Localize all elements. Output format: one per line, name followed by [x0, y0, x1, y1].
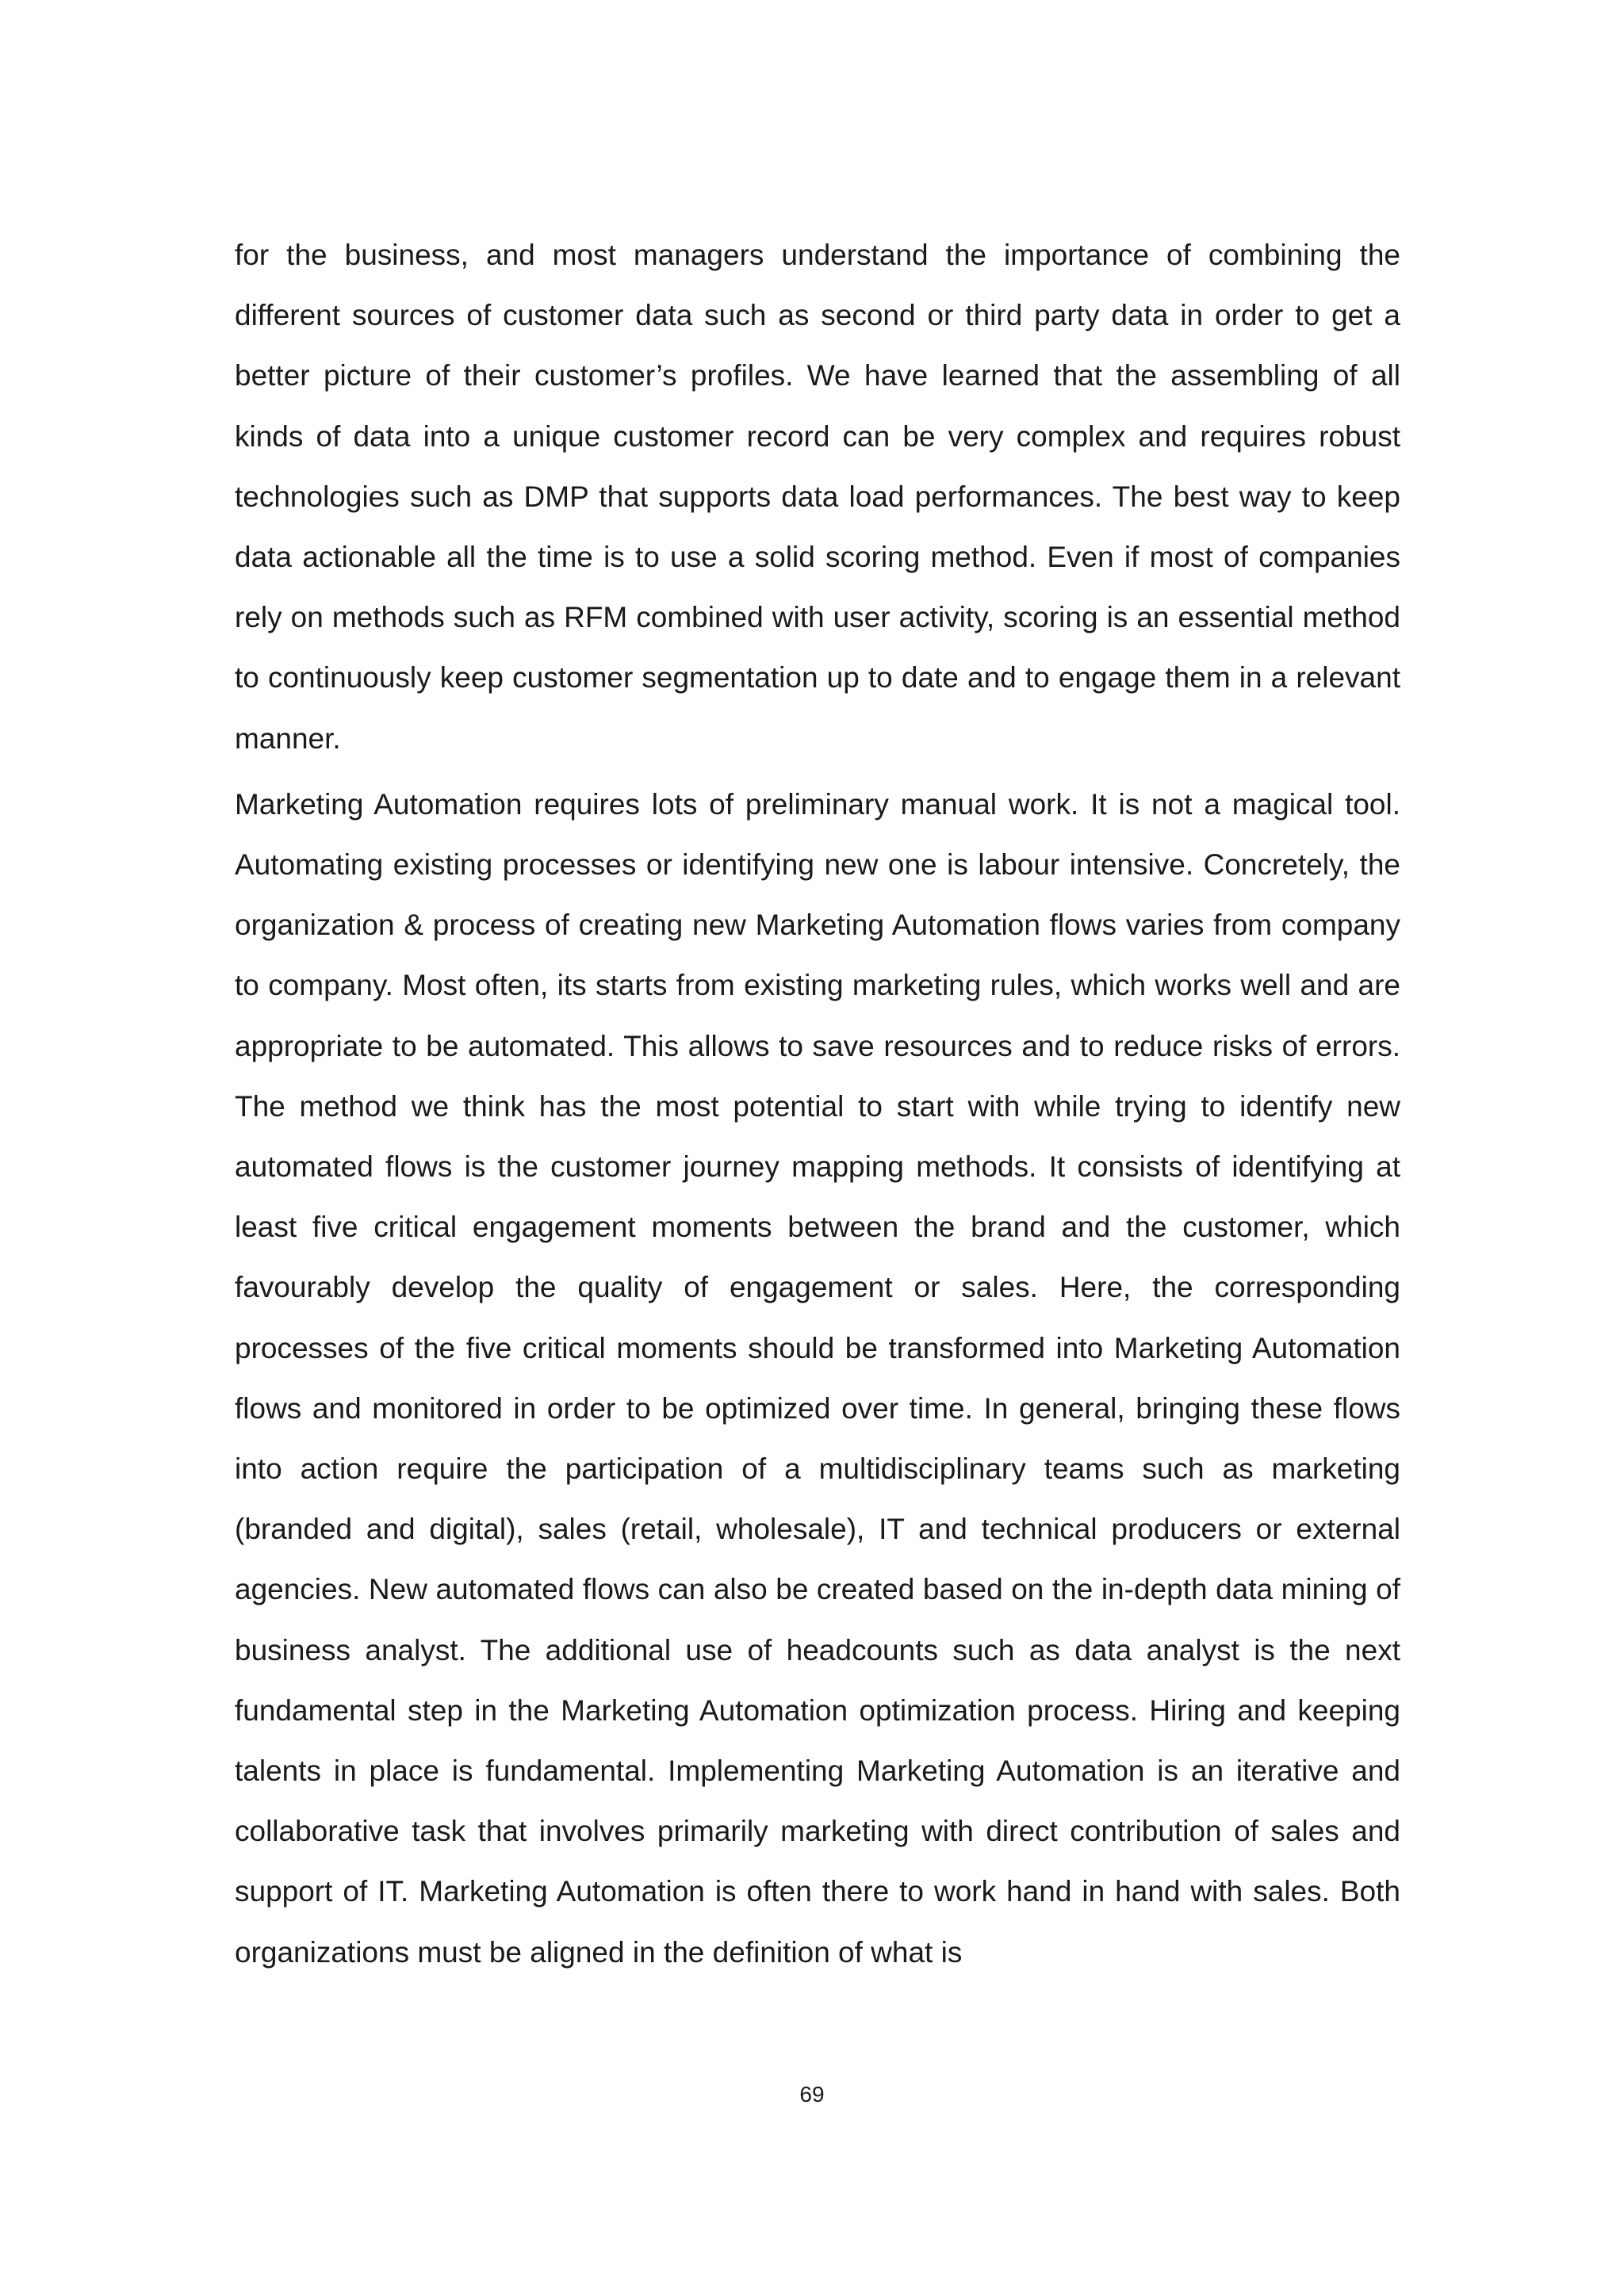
- paragraph-1: for the business, and most managers understand the importance of combining the different sources of customer data such as second or third party data in order to get a better picture of their customer’s profiles. We have learned that the assembling of all kinds of data into a unique customer record can be very complex and requires robust technologies such as DMP that supports data load performances. The best way to keep data actionable all the time is to use a solid scoring method. Even if most of companies rely on methods such as RFM combined with user activity, scoring is an essential method to continuously keep customer segmentation up to date and to engage them in a relevant manner.: [235, 239, 1400, 755]
- page-number: 69: [799, 2082, 825, 2107]
- body-text: [235, 225, 1400, 1983]
- paragraph-2: Marketing Automation requires lots of preliminary manual work. It is not a magical tool. Automating existing processes or identifying new one is labour intensive. Concretely, the organization & process of creating new Marketing Automation flows varies from company to company. Most often, its starts from existing marketing rules, which works well and are appropriate to be automated. This allows to save resources and to reduce risks of errors. The method we think has the most potential to start with while trying to identify new automated flows is the customer journey mapping methods. It consists of identifying at least five critical engagement moments between the brand and the customer, which favourably develop the quality of engagement or sales. Here, the corresponding processes of the five critical moments should be transformed into Marketing Automation flows and monitored in order to be optimized over time. In general, bringing these flows into action require the participation of a multidisciplinary teams such as marketing (branded and digital), sales (retail, wholesale), IT and technical producers or external agencies. New automated flows can also be created based on the in-depth data mining of business analyst. The additional use of headcounts such as data analyst is the next fundamental step in the Marketing Automation optimization process. Hiring and keeping talents in place is fundamental. Implementing Marketing Automation is an iterative and collaborative task that involves primarily marketing with direct contribution of sales and support of IT. Marketing Automation is often there to work hand in hand with sales. Both organizations must be aligned in the definition of what is: [235, 787, 1400, 1969]
